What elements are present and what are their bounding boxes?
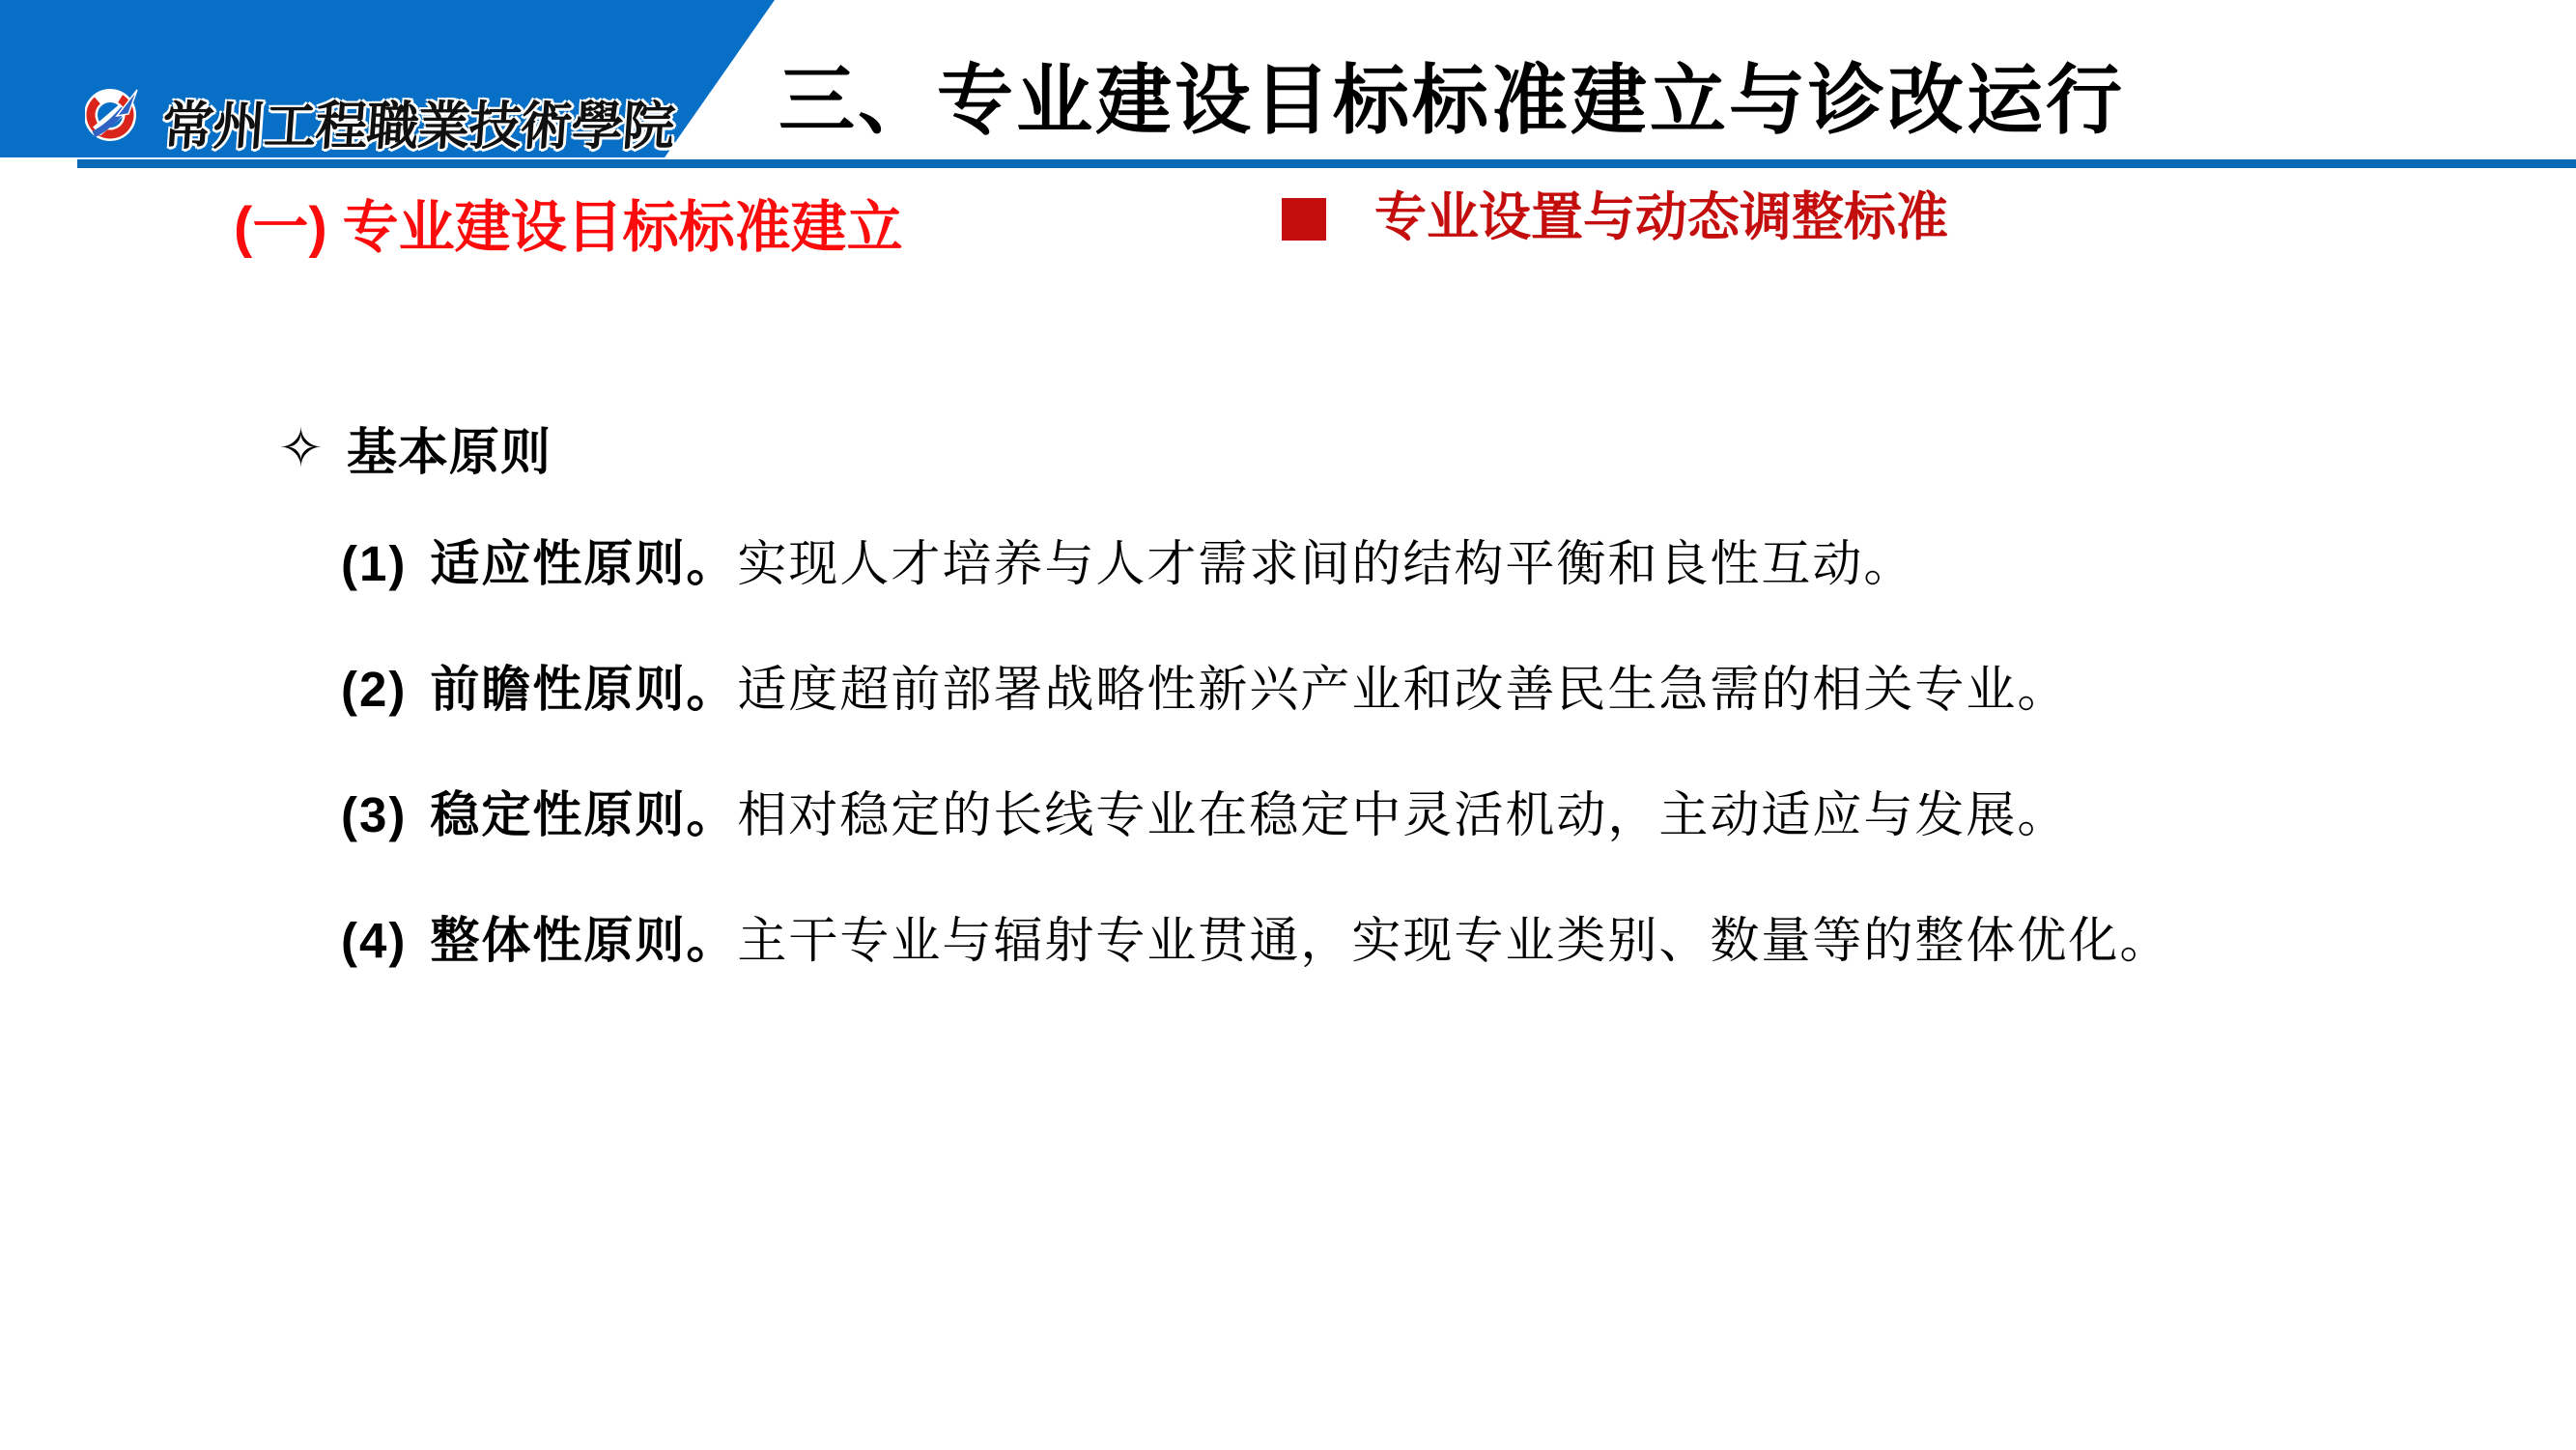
item-term: 适应性原则。 xyxy=(430,536,738,591)
school-logo-icon xyxy=(85,83,141,150)
item-desc: 主干专业与辐射专业贯通，实现专业类别、数量等的整体优化。 xyxy=(737,913,2171,968)
diamond-marker-icon: ✧ xyxy=(278,416,324,478)
principle-item xyxy=(341,533,1914,595)
bullet-heading-label: 专业设置与动态调整标准 xyxy=(1374,188,1948,246)
school-name: 常州工程職業技術學院 xyxy=(159,98,676,156)
principles-header xyxy=(278,412,552,484)
square-bullet-icon xyxy=(1282,198,1326,241)
item-desc: 实现人才培养与人才需求间的结构平衡和良性互动。 xyxy=(737,536,1915,591)
item-number: (4) xyxy=(341,913,408,968)
item-number: (3) xyxy=(341,787,408,842)
item-number: (1) xyxy=(341,536,408,591)
principle-item xyxy=(341,784,2068,846)
bullet-heading xyxy=(1282,189,1948,246)
item-desc: 适度超前部署战略性新兴产业和改善民生急需的相关专业。 xyxy=(737,662,2069,717)
title-underline xyxy=(77,159,2576,168)
item-term: 整体性原则。 xyxy=(430,913,738,968)
page-title: 三、专业建设目标标准建立与诊改运行 xyxy=(778,57,2125,143)
section-heading-number: (一) xyxy=(234,196,327,259)
principle-item xyxy=(341,910,2170,972)
item-number: (2) xyxy=(341,662,408,717)
item-term: 稳定性原则。 xyxy=(430,787,738,842)
principles-title: 基本原则 xyxy=(346,425,552,481)
section-heading xyxy=(234,182,903,263)
item-term: 前瞻性原则。 xyxy=(430,662,738,717)
section-heading-text: 专业建设目标标准建立 xyxy=(342,196,903,259)
item-desc: 相对稳定的长线专业在稳定中灵活机动，主动适应与发展。 xyxy=(737,787,2069,842)
principle-item xyxy=(341,659,2068,721)
